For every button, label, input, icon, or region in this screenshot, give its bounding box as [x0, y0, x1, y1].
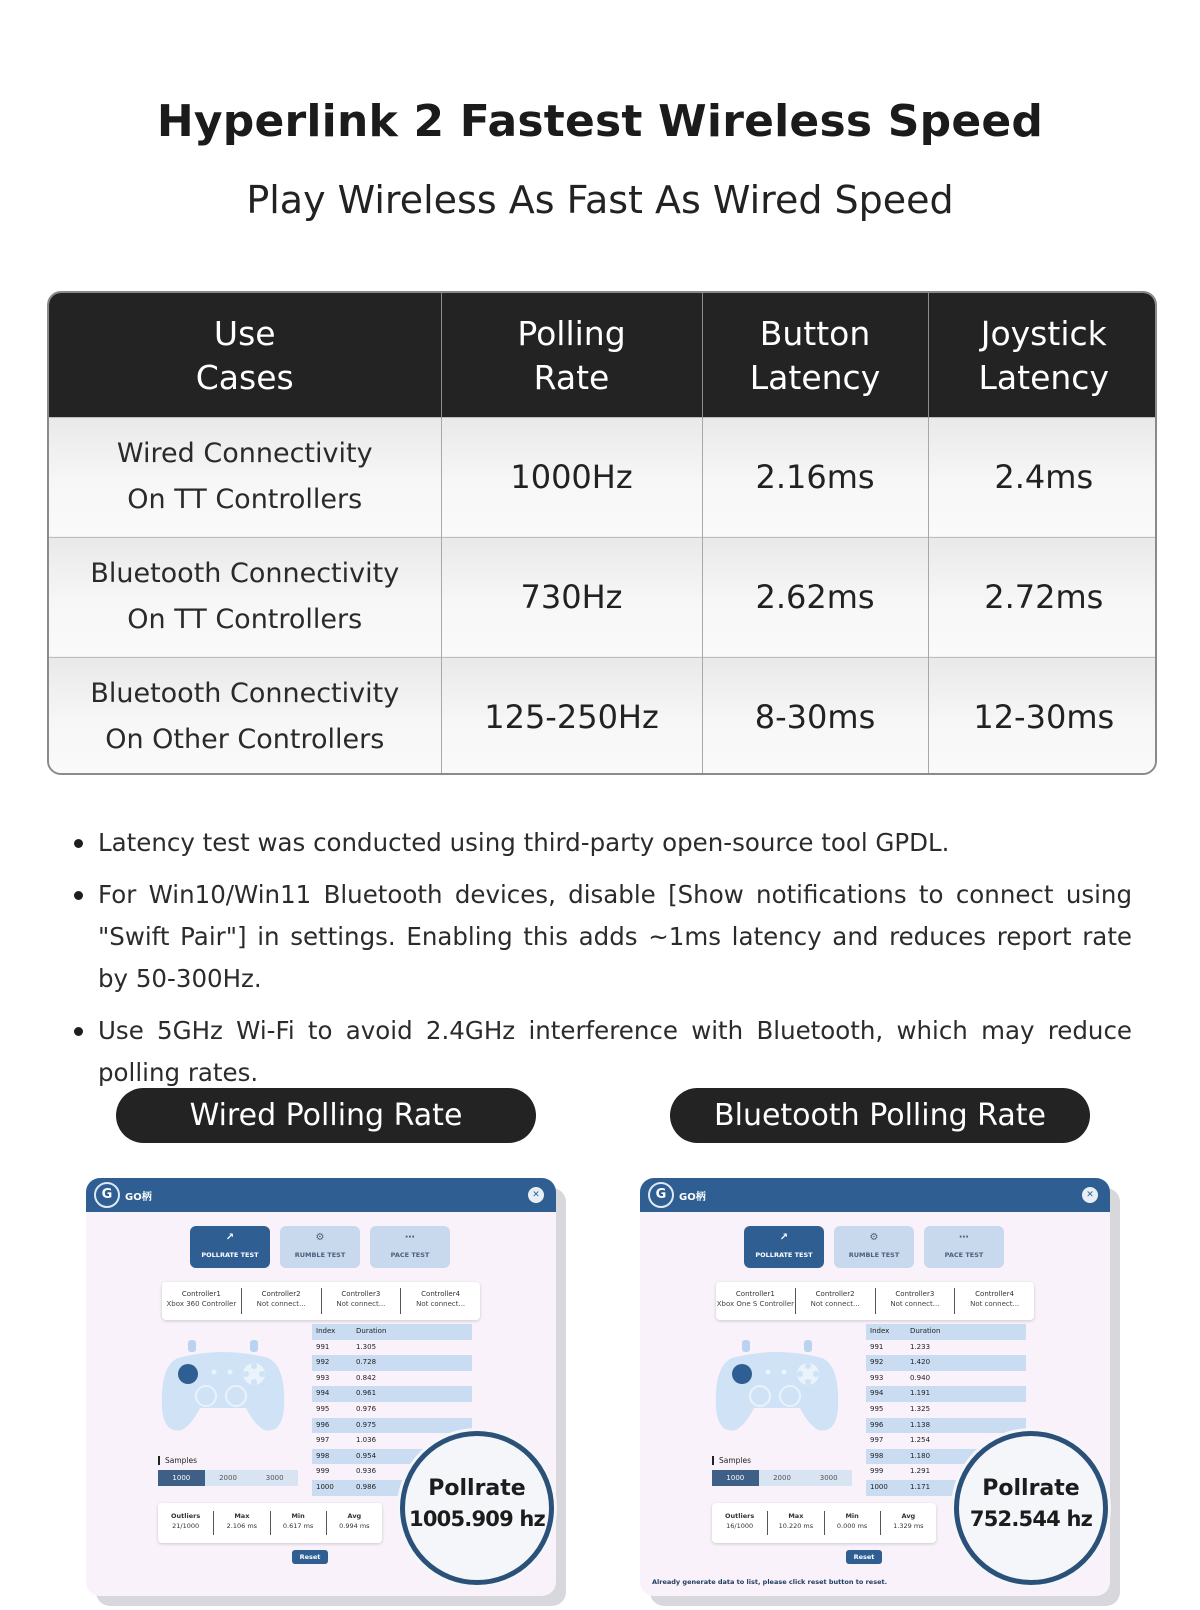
- log-index: 996: [870, 1420, 884, 1429]
- table-row: [312, 1386, 472, 1402]
- dots-icon: ⋯: [959, 1232, 969, 1243]
- wired-polling-rate-label: Wired Polling Rate: [116, 1088, 536, 1143]
- use-case-cell: Bluetooth Connectivity On TT Controllers: [49, 537, 441, 657]
- stat-outliers: Outliers 21/1000: [158, 1511, 214, 1535]
- header-use-cases: Use Cases: [49, 293, 441, 417]
- table-header-row: [49, 293, 1157, 417]
- log-index: 998: [870, 1451, 884, 1460]
- dots-icon: ⋯: [405, 1232, 415, 1243]
- latency-comparison-table: [47, 291, 1157, 775]
- use-case-cell: Wired Connectivity On TT Controllers: [49, 417, 441, 537]
- log-index: 992: [316, 1358, 330, 1367]
- joystick-latency-cell: 2.4ms: [928, 417, 1157, 537]
- tab-label: PACE TEST: [390, 1251, 430, 1259]
- tab-pollrate-test[interactable]: [190, 1226, 270, 1268]
- note-item: Use 5GHz Wi-Fi to avoid 2.4GHz interference with Bluetooth, which may reduce polling rates.: [72, 1010, 1132, 1094]
- gamepad-icon: [158, 1338, 288, 1438]
- stat-min: Min 0.617 ms: [271, 1511, 327, 1535]
- controller-name: Controller4: [975, 1290, 1015, 1298]
- log-header: Index Duration: [866, 1324, 1026, 1340]
- gamepad-icon: [712, 1338, 842, 1438]
- bluetooth-polling-rate-label: Bluetooth Polling Rate: [670, 1088, 1090, 1143]
- app-title-bar: [640, 1178, 1110, 1212]
- stat-avg: Avg 1.329 ms: [893, 1512, 924, 1530]
- controller-selector: [162, 1282, 480, 1320]
- table-row: [49, 417, 1157, 537]
- samples-option[interactable]: 3000: [251, 1470, 298, 1486]
- tab-rumble-test[interactable]: [834, 1226, 914, 1268]
- controller-slot-2[interactable]: [796, 1288, 876, 1314]
- joystick-latency-cell: 12-30ms: [928, 657, 1157, 775]
- chart-trend-icon: ↗: [225, 1232, 235, 1243]
- button-latency-cell: 2.62ms: [702, 537, 928, 657]
- stats-panel: [158, 1503, 382, 1543]
- reset-button[interactable]: Reset: [292, 1550, 328, 1564]
- bluetooth-pollrate-badge: [954, 1431, 1108, 1585]
- tab-label: POLLRATE TEST: [201, 1251, 259, 1259]
- stat-max: Max 10.220 ms: [768, 1511, 824, 1535]
- controller-name: Controller4: [421, 1290, 461, 1298]
- close-icon[interactable]: ✕: [528, 1187, 544, 1203]
- log-duration: 0.842: [356, 1373, 377, 1382]
- log-index: 996: [316, 1420, 330, 1429]
- app-title-bar: [86, 1178, 556, 1212]
- table-row: [866, 1340, 1026, 1356]
- controller-name: Controller2: [815, 1290, 855, 1298]
- samples-label: Samples: [158, 1456, 197, 1465]
- chart-trend-icon: ↗: [779, 1232, 789, 1243]
- note-item: Latency test was conducted using third-party open-source tool GPDL.: [72, 822, 1132, 864]
- controller-slot-3[interactable]: [876, 1288, 956, 1314]
- log-index: 997: [316, 1436, 330, 1445]
- controller-name: Controller3: [895, 1290, 935, 1298]
- controller-status: Xbox 360 Controller: [166, 1300, 237, 1308]
- controller-status: Not connect...: [416, 1300, 466, 1308]
- log-duration: 0.728: [356, 1358, 377, 1367]
- table-row: [866, 1418, 1026, 1434]
- log-duration: 1.171: [910, 1482, 931, 1491]
- controller-slot-4[interactable]: [955, 1288, 1034, 1314]
- log-duration: 1.305: [356, 1342, 377, 1351]
- log-duration: 1.180: [910, 1451, 931, 1460]
- log-duration: 0.954: [356, 1451, 377, 1460]
- controller-name: Controller2: [261, 1290, 301, 1298]
- log-index: 994: [316, 1389, 330, 1398]
- controller-slot-1[interactable]: [162, 1288, 242, 1314]
- button-latency-cell: 8-30ms: [702, 657, 928, 775]
- polling-rate-cell: 730Hz: [441, 537, 702, 657]
- table-row: [312, 1340, 472, 1356]
- log-index: 992: [870, 1358, 884, 1367]
- table-row: [866, 1355, 1026, 1371]
- pollrate-label: Pollrate: [428, 1476, 526, 1501]
- stat-min: Min 0.000 ms: [825, 1511, 881, 1535]
- log-duration: 0.975: [356, 1420, 377, 1429]
- log-index: 994: [870, 1389, 884, 1398]
- samples-label: Samples: [712, 1456, 751, 1465]
- controller-status: Xbox One S Controller: [716, 1300, 794, 1308]
- controller-status: Not connect...: [810, 1300, 860, 1308]
- log-index: 993: [870, 1373, 884, 1382]
- controller-slot-2[interactable]: [242, 1288, 322, 1314]
- tab-pace-test[interactable]: [924, 1226, 1004, 1268]
- controller-name: Controller1: [735, 1290, 775, 1298]
- log-duration: 0.940: [910, 1373, 931, 1382]
- tab-label: PACE TEST: [944, 1251, 984, 1259]
- samples-option[interactable]: 2000: [205, 1470, 252, 1486]
- table-row: [49, 657, 1157, 775]
- header-joystick-latency: Joystick Latency: [978, 313, 1109, 397]
- log-duration: 1.325: [910, 1404, 931, 1413]
- table-row: [866, 1371, 1026, 1387]
- log-duration: 1.036: [356, 1436, 377, 1445]
- samples-option[interactable]: 1000: [158, 1470, 205, 1486]
- polling-rate-cell: 1000Hz: [441, 417, 702, 537]
- log-index: 995: [316, 1404, 330, 1413]
- log-index: 999: [870, 1467, 884, 1476]
- samples-option[interactable]: 1000: [712, 1470, 759, 1486]
- reset-button[interactable]: Reset: [846, 1550, 882, 1564]
- table-row: [312, 1418, 472, 1434]
- log-duration: 1.291: [910, 1467, 931, 1476]
- app-name: GO柄: [125, 1192, 152, 1203]
- joystick-latency-cell: 2.72ms: [928, 537, 1157, 657]
- controller-status: Not connect...: [256, 1300, 306, 1308]
- vibration-icon: ⚙: [315, 1232, 325, 1243]
- controller-slot-1[interactable]: [716, 1288, 796, 1314]
- table-row: [312, 1402, 472, 1418]
- pollrate-value: 752.544 hz: [969, 1507, 1093, 1531]
- log-index: 998: [316, 1451, 330, 1460]
- polling-rate-cell: 125-250Hz: [441, 657, 702, 775]
- samples-option[interactable]: 3000: [805, 1470, 852, 1486]
- log-index: 1000: [316, 1482, 334, 1491]
- use-case-cell: Bluetooth Connectivity On Other Controllers: [49, 657, 441, 775]
- controller-status: Not connect...: [970, 1300, 1020, 1308]
- note-item: For Win10/Win11 Bluetooth devices, disable [Show notifications to connect using "Swift Pair"] in settings. Enabling this adds ~1ms latency and reduces report rate by 50-300Hz.: [72, 874, 1132, 1000]
- header-button-latency: Button Latency: [702, 293, 928, 417]
- log-index: 997: [870, 1436, 884, 1445]
- log-duration: 1.138: [910, 1420, 931, 1429]
- log-duration: 0.936: [356, 1467, 377, 1476]
- controller-name: Controller3: [341, 1290, 381, 1298]
- table-row: [312, 1371, 472, 1387]
- samples-selector: [158, 1470, 298, 1486]
- vibration-icon: ⚙: [869, 1232, 879, 1243]
- log-index: 991: [870, 1342, 884, 1351]
- table-row: [312, 1355, 472, 1371]
- log-duration: 0.961: [356, 1389, 377, 1398]
- stats-panel: [712, 1503, 936, 1543]
- log-duration: 1.233: [910, 1342, 931, 1351]
- table-row: [866, 1402, 1026, 1418]
- tab-pace-test[interactable]: [370, 1226, 450, 1268]
- controller-status: Not connect...: [890, 1300, 940, 1308]
- table-row: [866, 1386, 1026, 1402]
- log-index: 991: [316, 1342, 330, 1351]
- log-duration: 0.986: [356, 1482, 377, 1491]
- tab-pollrate-test[interactable]: [744, 1226, 824, 1268]
- samples-option[interactable]: 2000: [759, 1470, 806, 1486]
- log-duration: 1.191: [910, 1389, 931, 1398]
- log-header: Index Duration: [312, 1324, 472, 1340]
- app-name: GO柄: [679, 1192, 706, 1203]
- tab-label: RUMBLE TEST: [848, 1251, 900, 1259]
- button-latency-cell: 2.16ms: [702, 417, 928, 537]
- controller-slot-3[interactable]: [322, 1288, 402, 1314]
- close-icon[interactable]: ✕: [1082, 1187, 1098, 1203]
- page-title: Hyperlink 2 Fastest Wireless Speed: [156, 96, 1044, 147]
- stat-avg: Avg 0.994 ms: [339, 1512, 370, 1530]
- status-message: Already generate data to list, please click reset button to reset.: [652, 1578, 888, 1586]
- samples-selector: [712, 1470, 852, 1486]
- log-index: 993: [316, 1373, 330, 1382]
- log-duration: 0.976: [356, 1404, 377, 1413]
- log-index: 1000: [870, 1482, 888, 1491]
- stat-outliers: Outliers 16/1000: [712, 1511, 768, 1535]
- log-duration: 1.254: [910, 1436, 931, 1445]
- log-duration: 1.420: [910, 1358, 931, 1367]
- pollrate-value: 1005.909 hz: [409, 1507, 545, 1531]
- log-index: 999: [316, 1467, 330, 1476]
- log-index: 995: [870, 1404, 884, 1413]
- tab-rumble-test[interactable]: [280, 1226, 360, 1268]
- header-polling-rate: Polling Rate: [441, 293, 702, 417]
- notes-list: [72, 822, 1132, 1104]
- app-logo-icon: G: [648, 1182, 674, 1208]
- controller-slot-4[interactable]: [401, 1288, 480, 1314]
- pollrate-label: Pollrate: [982, 1476, 1080, 1501]
- tab-label: RUMBLE TEST: [294, 1251, 346, 1259]
- table-row: [49, 537, 1157, 657]
- tab-label: POLLRATE TEST: [755, 1251, 813, 1259]
- controller-selector: [716, 1282, 1034, 1320]
- wired-pollrate-badge: [400, 1431, 554, 1585]
- controller-status: Not connect...: [336, 1300, 386, 1308]
- app-logo-icon: G: [94, 1182, 120, 1208]
- controller-name: Controller1: [181, 1290, 221, 1298]
- page-subtitle: Play Wireless As Fast As Wired Speed: [246, 178, 954, 222]
- stat-max: Max 2.106 ms: [214, 1511, 270, 1535]
